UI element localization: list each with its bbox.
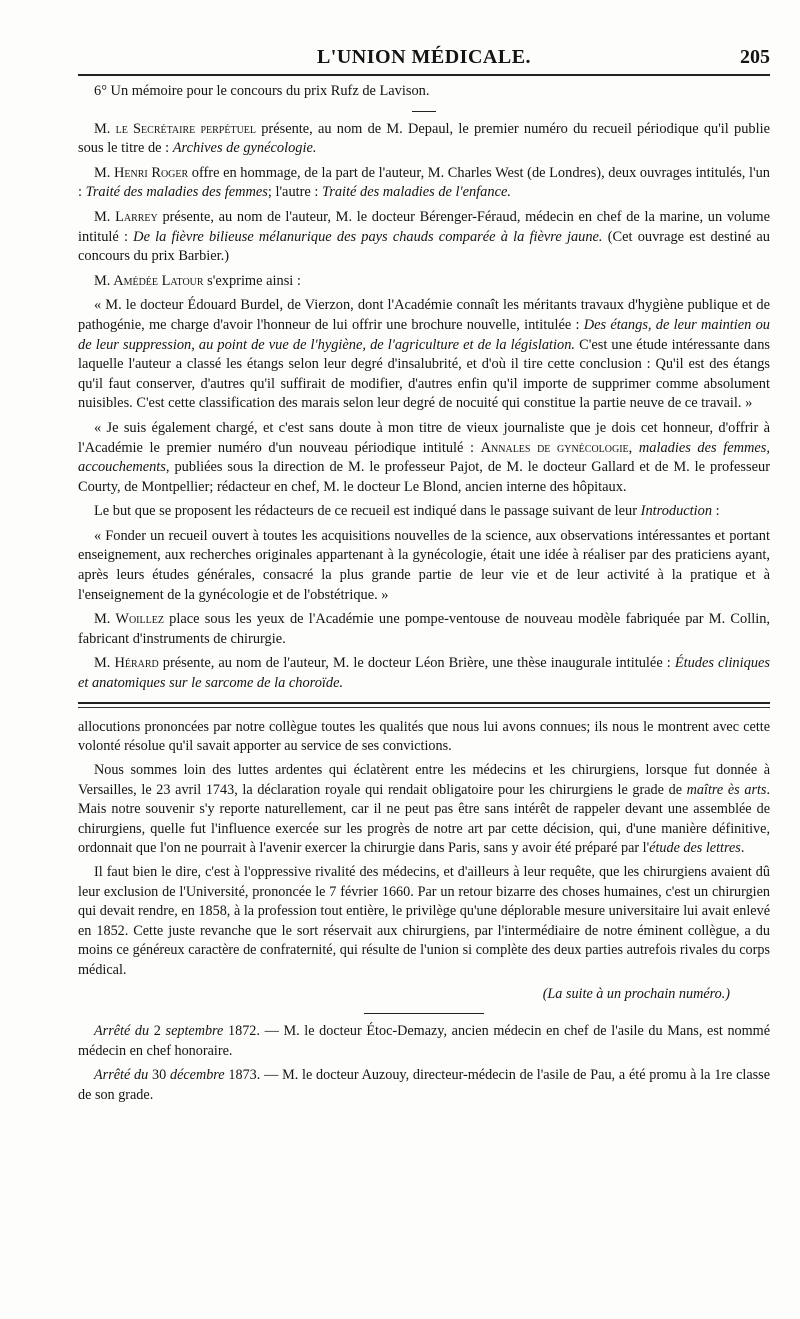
- running-title: L'UNION MÉDICALE.: [316, 46, 532, 68]
- book-title: Traité des maladies de l'enfance.: [322, 184, 511, 201]
- paragraph-arrete-1873: [78, 1066, 770, 1105]
- paragraph-text: ,: [628, 439, 639, 456]
- journal-subtitle: maladies des femmes, accouchements: [78, 439, 770, 476]
- paragraph-text: . Mais notre souvenir s'y reporte naturellement, car il ne peut pas être sans intérêt de rappeler devant une assemblée de chirurgiens, quelle fut l'influence exercée sur les progrès de notre art par cette décision, qui, d'une manière définitive, ordonnait que l'on ne pourrait à l'avenir exercer la chirurgie dans Paris, sans y avoir été préparé par l': [78, 781, 770, 857]
- paragraph-text: 1873. — M. le docteur Auzouy, directeur-médecin de l'asile de Pau, a été promu à la 1re classe de son grade.: [78, 1067, 770, 1103]
- decree-label: Arrêté du: [94, 1067, 149, 1084]
- paragraph-text: , publiées sous la direction de M. le professeur Pajot, de M. le docteur Gallard et de M. le professeur Courty, de Montpellier; rédacteur en chef, M. le docteur Le Blond, ancien interne des hôpitaux.: [78, 459, 770, 495]
- speaker-name: M. Hérard: [94, 655, 159, 672]
- paragraph-text: s'exprime ainsi :: [203, 272, 301, 289]
- feuilleton-section: [78, 718, 770, 1105]
- paragraph-text: « M. le docteur Édouard Burdel, de Vierzon, dont l'Académie connaît les méritants travaux d'hygiène publique et de pathogénie, me charge d'avoir l'honneur de lui offrir une brochure nouvelle, intitulée :: [78, 297, 770, 333]
- paragraph-text: 30: [148, 1067, 170, 1084]
- long-separator: [364, 1013, 484, 1014]
- paragraph-latour: [78, 272, 770, 292]
- section-title: Introduction: [640, 503, 713, 520]
- paragraph-woillez: [78, 610, 770, 649]
- paragraph-text: Le but que se proposent les rédacteurs de ce recueil est indiqué dans le passage suivant de leur: [94, 503, 641, 520]
- decree-label: Arrêté du: [94, 1023, 150, 1040]
- speaker-name: M. Larrey: [94, 208, 158, 225]
- paragraph-text: offre en hommage, de la part de l'auteur, M. Charles West (de Londres), deux ouvrages intitulés, l'un :: [78, 164, 770, 201]
- paragraph-text: (Cet ouvrage est destiné au concours du prix Barbier.): [78, 228, 770, 265]
- short-separator: [412, 111, 436, 112]
- paragraph-text: 2: [149, 1023, 166, 1040]
- decree-month: décembre: [169, 1067, 225, 1084]
- continued-text: (La suite à un prochain numéro.): [542, 985, 730, 1002]
- paragraph-text: 1872. — M. le docteur Étoc-Demazy, ancien médecin en chef de l'asile du Mans, est nommé médecin en chef honoraire.: [78, 1023, 771, 1059]
- paragraph-text: présente, au nom de l'auteur, M. le docteur Bérenger-Féraud, médecin en chef de la marine, un volume intitulé :: [78, 208, 770, 245]
- paragraph-text: « Je suis également chargé, et c'est sans doute à mon titre de vieux journaliste que je dois cet honneur, d'offrir à l'Académie le premier numéro d'un nouveau périodique intitulé :: [78, 419, 770, 456]
- paragraph-rivalite: Il faut bien le dire, c'est à l'oppressive rivalité des médecins, et d'ailleurs à leur requête, que les chirurgiens avaient dû leur exclusion de l'Université, prononcée le 7 février 1660. Par un retour bizarre des choses humaines, c'est un chirurgien qui devait rendre, en 1858, à la profession tout entière, le privilège qu'une déplorable mesure universitaire lui avait enlevé en 1852. Cette juste revanche que le sort réservait aux chirurgiens, par l'intermédiaire de notre éminent collègue, a du moins ce généreux caractère de confraternité, qui résulte de l'union si complète des deux parties autrefois rivales du corps médical.: [78, 864, 770, 978]
- paragraph-herard: [78, 654, 770, 693]
- book-title: Traité des maladies des femmes: [85, 184, 268, 201]
- paragraph-larrey: [78, 208, 770, 267]
- section-rule-thin: [78, 707, 770, 708]
- item-6: 6° Un mémoire pour le concours du prix Rufz de Lavison.: [94, 83, 430, 99]
- paragraph-text: ; l'autre :: [267, 184, 323, 201]
- speaker-name: M. Woillez: [94, 611, 164, 628]
- running-header: [78, 40, 770, 70]
- page-number: 205: [740, 46, 770, 68]
- journal-title: Annales de gynécologie: [480, 439, 629, 456]
- paragraph-arrete-1872: [78, 1022, 770, 1061]
- paragraph-secretaire: [78, 120, 770, 159]
- speaker-name: M. le Secrétaire perpétuel: [94, 120, 257, 137]
- paragraph-text: :: [712, 503, 720, 520]
- thesis-title: Études cliniques et anatomiques sur le sarcome de la choroïde.: [78, 655, 771, 692]
- paragraph-allocutions: allocutions prononcées par notre collègue toutes les qualités que nous lui avons connues; ils nous le montrent avec cette volonté résolue qu'il savait apporter au service de ses convictions.: [78, 718, 770, 755]
- paragraph-le-but: [78, 502, 770, 522]
- paragraph-text: place sous les yeux de l'Académie une pompe-ventouse de nouveau modèle fabriquée par M. Collin, fabricant d'instruments de chirurgie.: [78, 611, 770, 647]
- paragraph-text: Nous sommes loin des luttes ardentes qui éclatèrent entre les médecins et les chirurgiens, lorsque fut donnée à Versailles, le 23 avril 1743, la déclaration royale qui rendait obligatoire pour les chirurgiens le grade de: [78, 762, 770, 798]
- quote-introduction: « Fonder un recueil ouvert à toutes les acquisitions nouvelles de la science, aux observations intéressantes et portant enseignement, aux recherches originales appartenant à la gynécologie, était une idée à réaliser par des praticiens ayant, après leurs études générales, consacré la plus grande partie de leur vie et de leur activité à la pratique et à l'enseignement de la gynécologie et de l'obstétrique. »: [78, 527, 770, 603]
- paragraph-text: présente, au nom de l'auteur, M. le docteur Léon Brière, une thèse inaugurale intitulée :: [158, 655, 675, 672]
- speaker-name: M. Henri Roger: [94, 164, 189, 181]
- continued-note: [78, 985, 730, 1004]
- degree-title: maître ès arts: [686, 781, 767, 798]
- paragraph-roger: [78, 164, 770, 203]
- header-rule: [78, 74, 770, 76]
- journal-title: Archives de gynécologie.: [172, 140, 317, 157]
- paragraph-text: C'est une étude intéressante dans laquelle l'auteur a classé les étangs selon leur degré d'insalubrité, et d'où il tire cette conclusion : Qu'il est des étangs qu'il faut conserver, d'autres qu'il suffirait de modifier, d'autres enfin qu'il importe de supprimer comme absolument nuisibles. C'est cette classification des marais selon leur degré de nocuité qui constitue la partie neuve de ce travail. »: [78, 336, 770, 412]
- decree-month: septembre: [165, 1023, 224, 1040]
- proceedings-section: [78, 82, 770, 694]
- quote-burdel: [78, 296, 770, 414]
- speaker-name: M. Amédée Latour: [94, 272, 204, 289]
- paragraph-luttes: [78, 761, 770, 858]
- book-title: De la fièvre bilieuse mélanurique des pays chauds comparée à la fièvre jaune.: [133, 228, 603, 245]
- section-rule: [78, 702, 770, 704]
- book-title: Des étangs, de leur maintien ou de leur suppression, au point de vue de l'hygiène, de l'agriculture et de la législation.: [78, 316, 770, 353]
- quote-annales: [78, 419, 770, 497]
- paragraph-text: présente, au nom de M. Depaul, le premier numéro du recueil périodique qu'il publie sous le titre de :: [78, 120, 770, 157]
- emphasis-text: étude des lettres: [649, 840, 741, 857]
- paragraph-text: .: [740, 840, 745, 857]
